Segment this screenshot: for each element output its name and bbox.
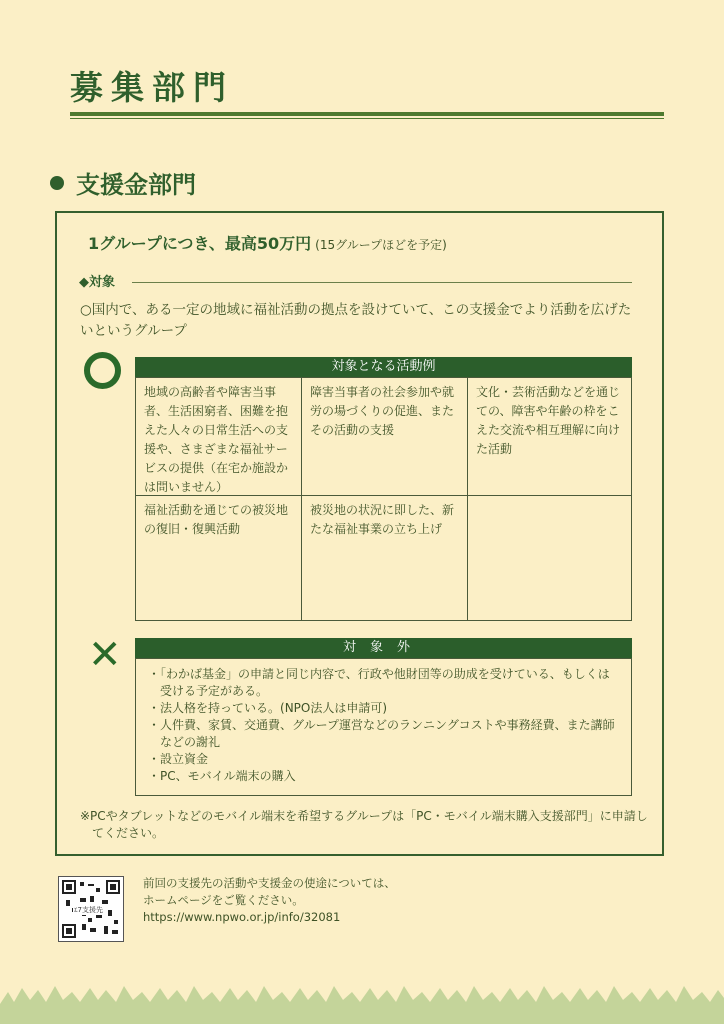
- footer-line: ホームページをご覧ください。: [143, 893, 304, 907]
- bullet-icon: [50, 176, 64, 190]
- eligible-table-header: 対象となる活動例: [135, 357, 632, 377]
- target-rule: [132, 282, 632, 283]
- list-item: ・ 設立資金: [148, 751, 621, 768]
- table-cell: 地域の高齢者や障害当事者、生活困窮者、困難を抱えた人々の日常生活への支援や、さまざまな福祉サービスの提供（在宅か施設かは問いません）: [136, 378, 302, 496]
- table-cell: [468, 496, 631, 620]
- page-title: 募集部門: [70, 68, 234, 107]
- target-description: ○国内で、ある一定の地域に福祉活動の拠点を設けていて、この支援金でより活動を広げたいというグループ: [80, 302, 632, 339]
- list-item: ・ 人件費、家賃、交通費、グループ運営などのランニングコストや事務経費、また講師などの謝礼: [148, 717, 621, 751]
- footer-line: 前回の支援先の活動や支援金の使途については、: [143, 876, 396, 890]
- table-cell: 障害当事者の社会参加や就労の場づくりの促進、またその活動の支援: [302, 378, 468, 496]
- footer-text: [143, 875, 563, 926]
- grass-border-decoration: [0, 978, 724, 1024]
- table-cell: 被災地の状況に即した、新たな福祉事業の立ち上げ: [302, 496, 468, 620]
- excluded-list: [135, 658, 632, 796]
- section-heading: [50, 165, 196, 200]
- section-title: 支援金部門: [76, 171, 196, 199]
- circle-ok-icon: [84, 352, 121, 389]
- amount-note: (15グループほどを予定): [315, 238, 447, 252]
- qr-label: ｴ7支援先: [74, 906, 103, 914]
- table-cell: 文化・芸術活動などを通じての、障害や年齢の枠をこえた交流や相互理解に向けた活動: [468, 378, 631, 496]
- table-cell: 福祉活動を通じての被災地の復旧・復興活動: [136, 496, 302, 620]
- list-item: ・ 「わかば基金」の申請と同じ内容で、行政や他財団等の助成を受けている、もしくは受ける予定がある。: [148, 666, 621, 700]
- eligible-table: [135, 377, 632, 621]
- title-rule: [70, 112, 664, 119]
- amount-line: [88, 231, 447, 254]
- footer-link[interactable]: https://www.npwo.or.jp/info/32081: [143, 910, 341, 924]
- list-item: ・ PC、モバイル端末の購入: [148, 768, 621, 785]
- amount-main: 1グループにつき、最高50万円: [88, 234, 312, 253]
- target-label: ◆対象: [79, 275, 115, 290]
- note: ※PCやタブレットなどのモバイル端末を希望するグループは「PC・モバイル端末購入支援部門」に申請してください。: [80, 809, 648, 840]
- list-item: ・ 法人格を持っている。(NPO法人は申請可): [148, 700, 621, 717]
- cross-ng-icon: ✕: [88, 632, 122, 678]
- qr-code[interactable]: [58, 876, 124, 942]
- excluded-header: 対象外: [135, 638, 632, 658]
